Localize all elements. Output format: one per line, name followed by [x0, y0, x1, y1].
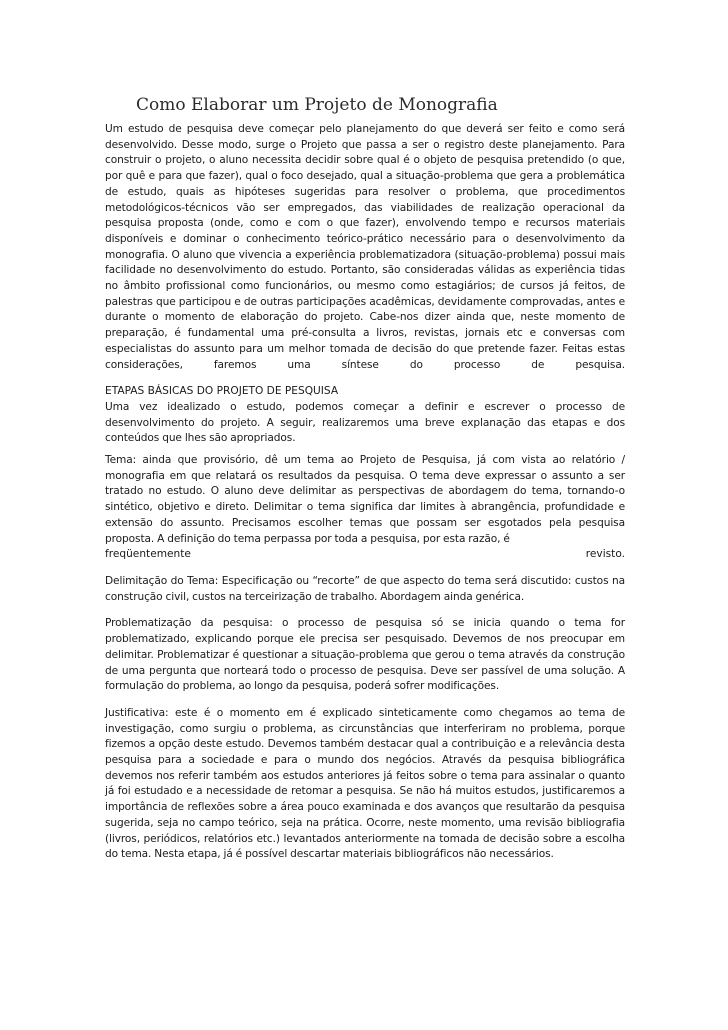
section-heading: ETAPAS BÁSICAS DO PROJETO DE PESQUISA: [105, 385, 339, 398]
intro-paragraph: Um estudo de pesquisa deve começar pelo planejamento do que deverá ser feito e como será desenvolvido. Desse modo, surge o Projeto que passa a ser o registro deste planejamento. Para construir o projeto, o aluno necessita decidir sobre qual é o objeto de pesquisa pretendido (o que, por quê e para que fazer), qual o foco desejado, qual a situação-problema que gera a problemática de estudo, quais as hipóteses sugeridas para resolver o problema, que procedimentos metodológicos-técnicos vão ser empregados, das viabilidades de realização operacional da pesquisa proposta (onde, como e com o que fazer), envolvendo tempo e recursos materiais disponíveis e dominar o conhecimento teórico-prático necessário para o desenvolvimento da monografia. O aluno que vivencia a experiência problematizadora (situação-problema) possui mais facilidade no desenvolvimento do estudo. Portanto, são consideradas válidas as experiência tidas no âmbito profissional como funcionários, ou mesmo como estagiários; de cursos já feitos, de palestras que participou e de outras participações acadêmicas, devidamente comprovadas, antes e durante o momento de elaboração do projeto. Cabe-nos dizer ainda que, neste momento de preparação, é fundamental uma pré-consulta a livros, revistas, jornais etc e conversas com especialistas do assunto para um melhor tomada de decisão do que pretende fazer. Feitas estas considerações, faremos uma síntese do processo de pesquisa.: [105, 123, 625, 371]
tema-end-right: revisto.: [585, 548, 625, 561]
tema-paragraph: Tema: ainda que provisório, dê um tema ao Projeto de Pesquisa, já com vista ao relatório / monografia em que relatará os resultados da pesquisa. O tema deve expressar o assunto a ser tratado no estudo. O aluno deve delimitar as perspectivas de abordagem do tema, tornando-o sintético, objetivo e direto. Delimitar o tema significa dar limites à abrangência, profundidade e extensão do assunto. Precisamos escolher temas que possam ser esgotados pela pesquisa proposta. A definição do tema perpassa por toda a pesquisa, por esta razão, é: [105, 454, 625, 545]
document-page: [105, 95, 625, 863]
problematizacao-paragraph: Problematização da pesquisa: o processo de pesquisa só se inicia quando o tema for problematizado, explicando porque ele precisa ser pesquisado. Devemos de nos preocupar em delimitar. Problematizar é questionar a situação-problema que gerou o tema através da construção de uma pergunta que norteará todo o processo de pesquisa. Deve ser passível de uma solução. A formulação do problema, ao longo da pesquisa, poderá sofrer modificações.: [105, 617, 625, 693]
delimitacao-paragraph: Delimitação do Tema: Especificação ou “recorte” de que aspecto do tema será discutido: custos na construção civil, custos na terceirização de trabalho. Abordagem ainda genérica.: [105, 574, 625, 603]
tema-last-line: [105, 547, 625, 563]
tema-end-left: freqüentemente: [105, 548, 191, 561]
justificativa-paragraph: Justificativa: este é o momento em é explicado sinteticamente como chegamos ao tema de investigação, como surgiu o problema, as circunstâncias que interferiram no problema, porque fizemos a opção deste estudo. Devemos também destacar qual a contribuição e a relevância desta pesquisa para a sociedade e para o mundo dos negócios. Através da pesquisa bibliográfica devemos nos referir também aos estudos anteriores já feitos sobre o tema para assinalar o quanto já foi estudado e a necessidade de retomar a pesquisa. Se não há muitos estudos, justificaremos a importância de reflexões sobre a área pouco examinada e dos avanços que resultarão da pesquisa sugerida, seja no campo teórico, seja na prática. Ocorre, neste momento, uma revisão bibliografia (livros, periódicos, relatórios etc.) levantados anteriormente na tomada de decisão sobre a escolha do tema. Nesta etapa, já é possível descartar materiais bibliográficos não necessários.: [105, 706, 625, 861]
page-title: Como Elaborar um Projeto de Monografia: [136, 95, 498, 115]
section-intro-paragraph: Uma vez idealizado o estudo, podemos começar a definir e escrever o processo de desenvolvimento do projeto. A seguir, realizaremos uma breve explanação das etapas e dos conteúdos que lhes são apropriados.: [105, 400, 625, 445]
